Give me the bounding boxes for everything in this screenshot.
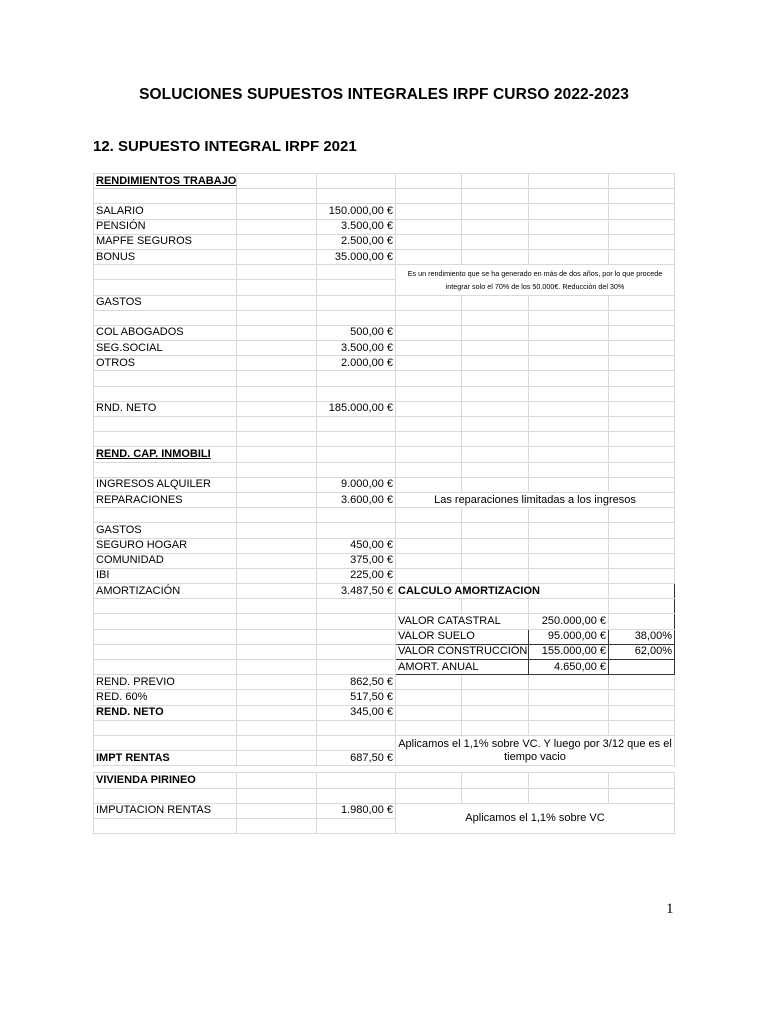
value-amort-anual: 4.650,00 € xyxy=(529,660,609,675)
label-impt-rentas: IMPT RENTAS xyxy=(94,751,237,766)
inmobiliario-header: REND. CAP. INMOBILI xyxy=(94,447,237,462)
label-gastos-trabajo: GASTOS xyxy=(94,295,237,310)
page-number: 1 xyxy=(666,901,674,917)
label-segsocial: SEG.SOCIAL xyxy=(94,341,237,356)
label-otros: OTROS xyxy=(94,356,237,371)
label-suelo: VALOR SUELO xyxy=(396,629,529,644)
value-reparaciones: 3.600,00 € xyxy=(317,492,396,507)
label-comunidad: COMUNIDAD xyxy=(94,553,237,568)
value-bonus: 35.000,00 € xyxy=(317,249,396,264)
label-imputacion: IMPUTACION RENTAS xyxy=(94,803,237,818)
value-mapfe: 2.500,00 € xyxy=(317,234,396,249)
pirineo-header: VIVIENDA PIRINEO xyxy=(94,773,237,788)
trabajo-header: RENDIMIENTOS TRABAJO xyxy=(94,174,237,189)
value-previo: 862,50 € xyxy=(317,675,396,690)
label-rend-neto: REND. NETO xyxy=(94,705,237,720)
label-reparaciones: REPARACIONES xyxy=(94,492,237,507)
label-previo: REND. PREVIO xyxy=(94,675,237,690)
bonus-note: Es un rendimiento que se ha generado en más de dos años, por lo que procede integrar solo el 70% de los 50.000€. Reducción del 30% xyxy=(396,265,675,295)
value-otros: 2.000,00 € xyxy=(317,356,396,371)
label-alquiler: INGRESOS ALQUILER xyxy=(94,477,237,492)
pirineo-note: Aplicamos el 1,1% sobre VC xyxy=(396,803,675,833)
value-rnd-neto: 185.000,00 € xyxy=(317,401,396,416)
value-rend-neto: 345,00 € xyxy=(317,705,396,720)
reparaciones-note: Las reparaciones limitadas a los ingresos xyxy=(396,492,675,507)
value-pension: 3.500,00 € xyxy=(317,219,396,234)
value-amortizacion: 3.487,50 € xyxy=(317,584,396,599)
label-seguro: SEGURO HOGAR xyxy=(94,538,237,553)
value-segsocial: 3.500,00 € xyxy=(317,341,396,356)
value-catastral: 250.000,00 € xyxy=(529,614,609,629)
label-abogados: COL ABOGADOS xyxy=(94,325,237,340)
pct-construccion: 62,00% xyxy=(609,644,675,659)
value-ibi: 225,00 € xyxy=(317,568,396,583)
label-pension: PENSIÓN xyxy=(94,219,237,234)
value-alquiler: 9.000,00 € xyxy=(317,477,396,492)
value-seguro: 450,00 € xyxy=(317,538,396,553)
value-imputacion: 1.980,00 € xyxy=(317,803,396,818)
label-construccion: VALOR CONSTRUCCIÓN xyxy=(396,644,529,659)
label-amort-anual: AMORT. ANUAL xyxy=(396,660,529,675)
label-ibi: IBI xyxy=(94,568,237,583)
pct-suelo: 38,00% xyxy=(609,629,675,644)
value-suelo: 95.000,00 € xyxy=(529,629,609,644)
value-construccion: 155.000,00 € xyxy=(529,644,609,659)
value-abogados: 500,00 € xyxy=(317,325,396,340)
value-red60: 517,50 € xyxy=(317,690,396,705)
section-title: 12. SUPUESTO INTEGRAL IRPF 2021 xyxy=(93,138,357,155)
value-comunidad: 375,00 € xyxy=(317,553,396,568)
label-red60: RED. 60% xyxy=(94,690,237,705)
label-mapfe: MAPFE SEGUROS xyxy=(94,234,237,249)
value-salario: 150.000,00 € xyxy=(317,204,396,219)
label-amortizacion: AMORTIZACIÓN xyxy=(94,584,237,599)
label-bonus: BONUS xyxy=(94,249,237,264)
value-impt-rentas: 687,50 € xyxy=(317,751,396,766)
label-rnd-neto: RND. NETO xyxy=(94,401,237,416)
document-title: SOLUCIONES SUPUESTOS INTEGRALES IRPF CURSO 2022-2023 xyxy=(139,86,629,103)
label-catastral: VALOR CATASTRAL xyxy=(396,614,529,629)
spreadsheet xyxy=(93,173,675,834)
label-gastos-inmob: GASTOS xyxy=(94,523,237,538)
rentas-note: Aplicamos el 1,1% sobre VC. Y luego por 3/12 que es el tiempo vacio xyxy=(396,735,675,765)
label-salario: SALARIO xyxy=(94,204,237,219)
calculo-header: CALCULO AMORTIZACION xyxy=(396,584,529,599)
